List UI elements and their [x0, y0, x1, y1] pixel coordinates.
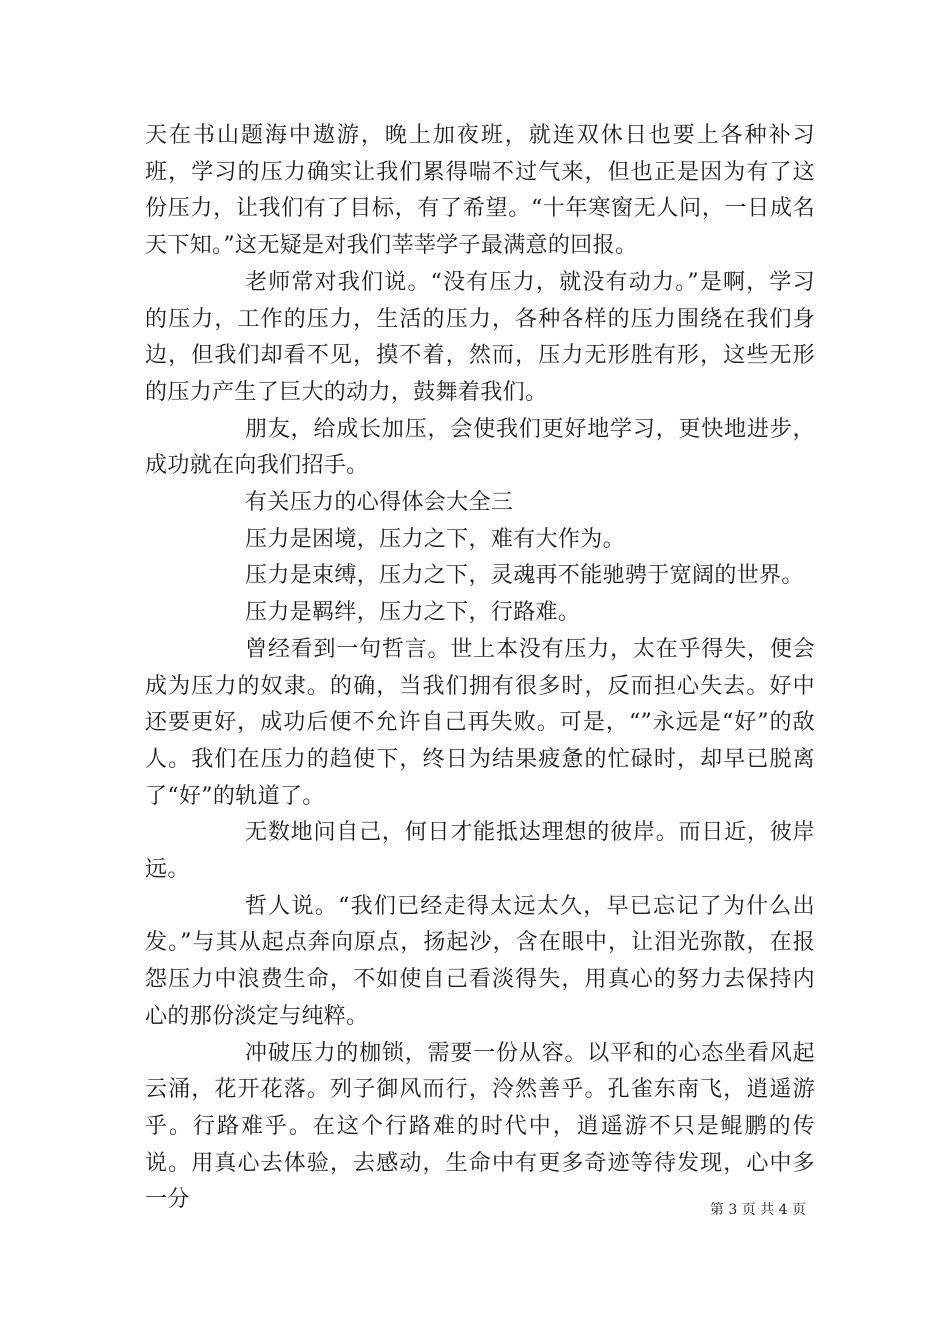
paragraph: 天在书山题海中遨游，晚上加夜班，就连双休日也要上各种补习班，学习的压力确实让我们累得喘不过气来，但也正是因为有了这份压力，让我们有了目标，有了希望。“十年寒窗无人问，一日成名天下知。”这无疑是对我们莘莘学子最满意的回报。	[145, 123, 815, 259]
document-body	[145, 118, 815, 1219]
paragraph: 朋友，给成长加压，会使我们更好地学习，更快地进步，成功就在向我们招手。	[145, 416, 815, 479]
paragraph: 曾经看到一句哲言。世上本没有压力，太在乎得失，便会成为压力的奴隶。的确，当我们拥有很多时，反而担心失去。好中还要更好，成功后便不允许自己再失败。可是，“”永远是“好”的敌人。我们在压力的趋使下，终日为结果疲惫的忙碌时，却早已脱离了“好”的轨道了。	[145, 636, 815, 809]
paragraph: 冲破压力的枷锁，需要一份从容。以平和的心态坐看风起云涌，花开花落。列子御风而行，泠然善乎。孔雀东南飞，逍遥游乎。行路难乎。在这个行路难的时代中，逍遥游不只是鲲鹏的传说。用真心去体验，去感动，生命中有更多奇迹等待发现，心中多一分	[145, 1040, 815, 1213]
paragraph: 压力是困境，压力之下，难有大作为。	[245, 526, 625, 552]
paragraph: 压力是束缚，压力之下，灵魂再不能驰骋于宽阔的世界。	[245, 563, 804, 589]
paragraph: 哲人说。“我们已经走得太远太久，早已忘记了为什么出发。”与其从起点奔向原点，扬起沙，含在眼中，让泪光弥散，在报怨压力中浪费生命，不如使自己看淡得失，用真心的努力去保持内心的那份淡定与纯粹。	[145, 893, 815, 1029]
paragraph: 老师常对我们说。“没有压力，就没有动力。”是啊，学习的压力，工作的压力，生活的压力，各种各样的压力围绕在我们身边，但我们却看不见，摸不着，然而，压力无形胜有形，这些无形的压力产生了巨大的动力，鼓舞着我们。	[145, 269, 815, 405]
section-heading: 有关压力的心得体会大全三	[245, 490, 514, 516]
paragraph: 无数地问自己，何日才能抵达理想的彼岸。而日近，彼岸远。	[145, 820, 815, 883]
paragraph: 压力是羁绊，压力之下，行路难。	[245, 600, 581, 626]
page-number-footer: 第 3 页 共 4 页	[709, 1202, 806, 1218]
